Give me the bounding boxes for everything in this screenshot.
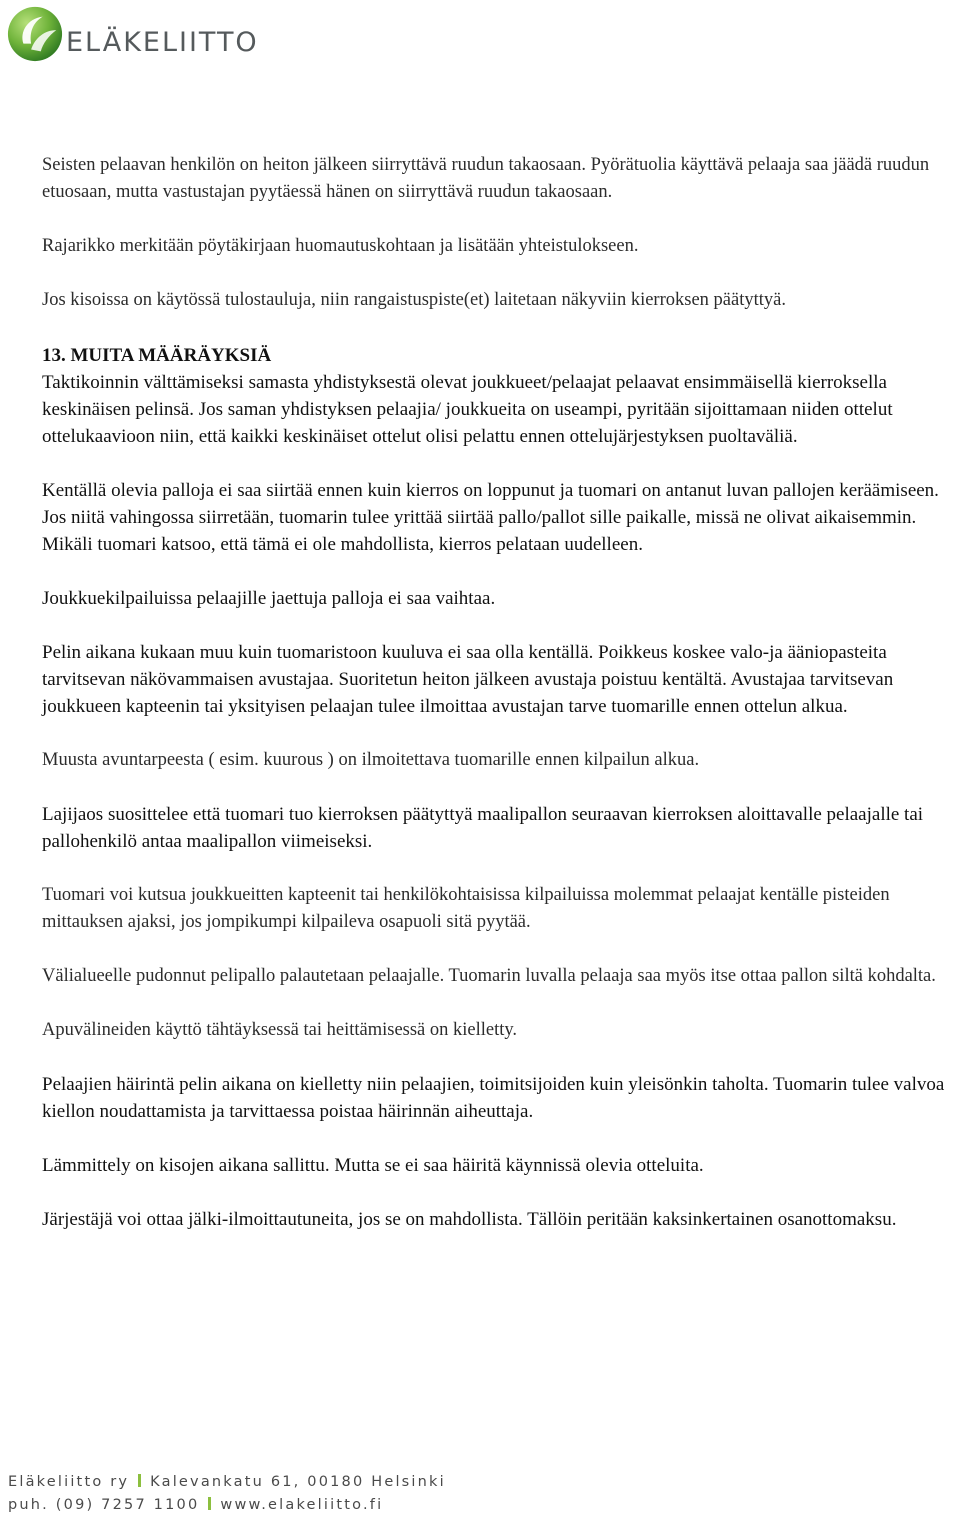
footer-line-1 (8, 1471, 446, 1494)
paragraph: Rajarikko merkitään pöytäkirjaan huomautuskohtaan ja lisätään yhteistulokseen. (42, 236, 639, 256)
brand-name: ELÄKELIITTO (66, 26, 259, 58)
eläkeliitto-logo-icon (6, 5, 64, 63)
paragraph: Lämmittely on kisojen aikana sallittu. Mutta se ei saa häiritä käynnissä olevia otteluita. (42, 1155, 704, 1176)
paragraph: Seisten pelaavan henkilön on heiton jälkeen siirryttävä ruudun takaosaan. Pyörätuolia käyttävä pelaaja saa jäädä ruudun etuosaan, mutta vastustajan pyytäessä hänen on siirryttävä ruudun takaosaan. (42, 155, 930, 202)
section-heading: 13. MUITA MÄÄRÄYKSIÄ (42, 345, 272, 366)
paragraph: Tuomari voi kutsua joukkueitten kapteenit tai henkilökohtaisissa kilpailuissa molemmat pelaajat kentälle pisteiden mittauksen ajaksi, jos jompikumpi kilpaileva osapuoli sitä pyytää. (42, 885, 890, 932)
footer-separator (138, 1474, 141, 1487)
footer-phone: puh. (09) 7257 1100 (8, 1497, 200, 1513)
footer-separator (208, 1497, 211, 1510)
paragraph: Joukkuekilpailuissa pelaajille jaettuja palloja ei saa vaihtaa. (42, 588, 496, 609)
paragraph: Jos kisoissa on käytössä tulostauluja, niin rangaistuspiste(et) laitetaan näkyviin kierroksen päätyttyä. (42, 290, 786, 310)
paragraph: Pelaajien häirintä pelin aikana on kielletty niin pelaajien, toimitsijoiden kuin yleisönkin taholta. Tuomarin tulee valvoa kiellon noudattamista ja tarvittaessa poistaa häirinnän aiheuttaja. (42, 1074, 945, 1122)
document-body (42, 152, 954, 1233)
header-logo (6, 4, 259, 64)
paragraph: Taktikoinnin välttämiseksi samasta yhdistyksestä olevat joukkueet/pelaajat pelaavat ensimmäisellä kierroksella keskinäisen pelinsä. Jos saman yhdistyksen pelaajia/ joukkueita on useampi, pyritään sijoittamaan niiden ottelut ottelukaavioon niin, että kaikki keskinäiset ottelut olisi pelattu ennen ottelujärjestyksen puoltaväliä. (42, 372, 893, 447)
paragraph: Apuvälineiden käyttö tähtäyksessä tai heittämisessä on kielletty. (42, 1020, 518, 1040)
paragraph: Järjestäjä voi ottaa jälki-ilmoittautuneita, jos se on mahdollista. Tällöin peritään kaksinkertainen osanottomaksu. (42, 1209, 897, 1230)
footer-org: Eläkeliitto ry (8, 1474, 130, 1490)
paragraph: Välialueelle pudonnut pelipallo palautetaan pelaajalle. Tuomarin luvalla pelaaja saa myös itse ottaa pallon siltä kohdalta. (42, 966, 936, 986)
paragraph: Muusta avuntarpeesta ( esim. kuurous ) on ilmoitettava tuomarille ennen kilpailun alkua. (42, 750, 700, 770)
paragraph: Lajijaos suosittelee että tuomari tuo kierroksen päätyttyä maalipallon seuraavan kierroksen aloittavalle pelaajalle tai pallohenkilö antaa maalipallon viimeiseksi. (42, 804, 924, 852)
footer-address: Kalevankatu 61, 00180 Helsinki (150, 1474, 446, 1490)
footer-line-2 (8, 1494, 446, 1517)
paragraph: Kentällä olevia palloja ei saa siirtää ennen kuin kierros on loppunut ja tuomari on antanut luvan pallojen keräämiseen. Jos niitä vahingossa siirretään, tuomarin tulee yrittää siirtää pallo/pallot sille paikalle, missä ne olivat aikaisemmin. Mikäli tuomari katsoo, että tämä ei ole mahdollista, kierros pelataan uudelleen. (42, 480, 939, 555)
paragraph: Pelin aikana kukaan muu kuin tuomaristoon kuuluva ei saa olla kentällä. Poikkeus koskee valo-ja ääniopasteita tarvitsevan näkövammaisen avustajaa. Suoritetun heiton jälkeen avustaja poistuu kentältä. Avustajaa tarvitsevan joukkueen kapteenin tai yksityisen pelaajan tulee ilmoittaa avustajan tarve tuomarille ennen ottelun alkua. (42, 642, 894, 717)
page-footer (8, 1471, 446, 1517)
footer-website-link[interactable]: www.elakeliitto.fi (220, 1497, 384, 1513)
